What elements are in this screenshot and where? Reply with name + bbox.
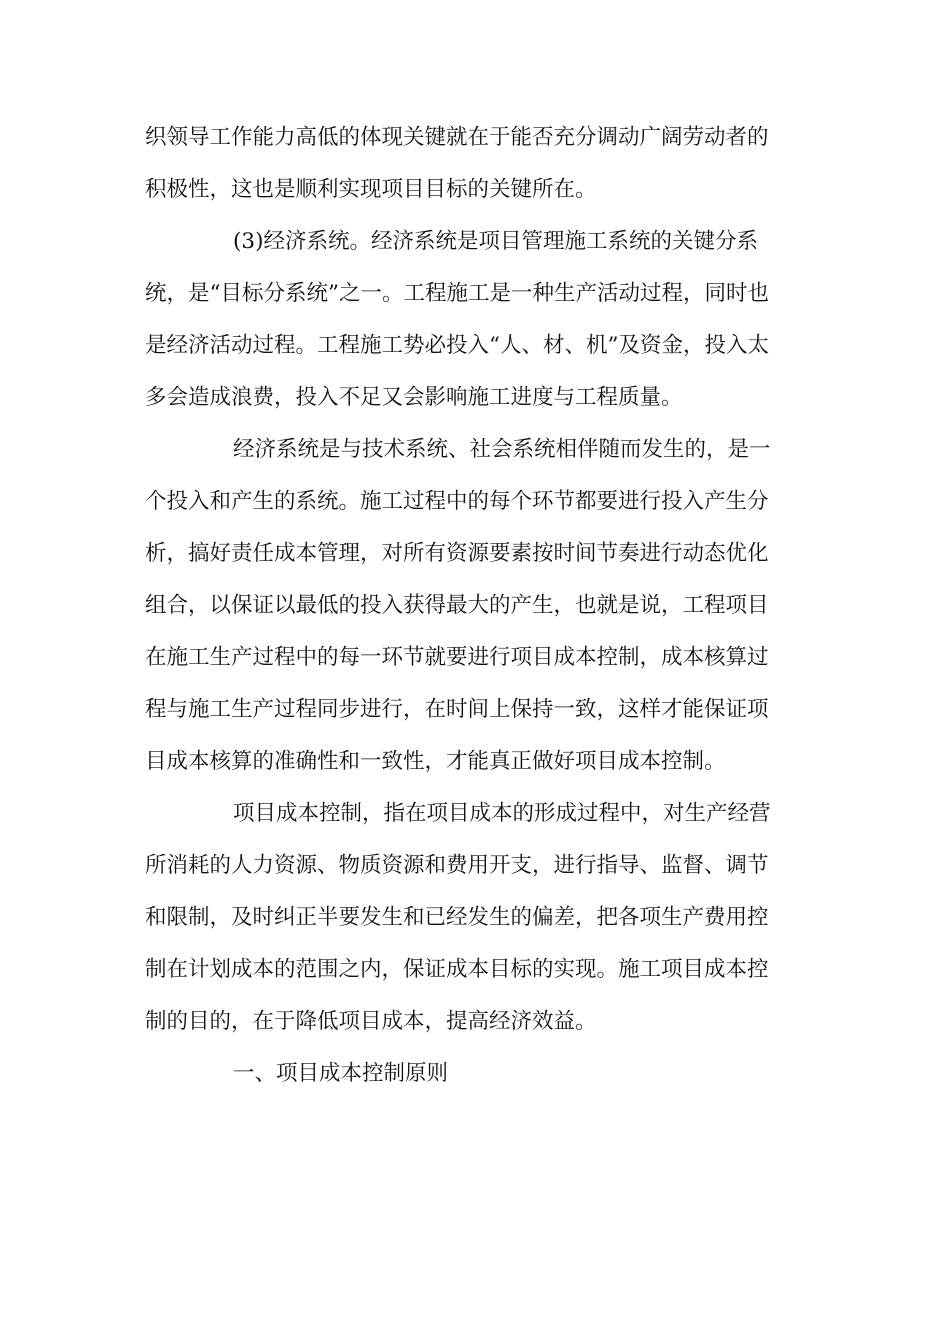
text-line: 制在计划成本的范围之内，保证成本目标的实现。施工项目成本控 [145, 957, 769, 982]
section-heading: 一、项目成本控制原则 [233, 1061, 449, 1086]
text-line: 和限制，及时纠正半要发生和已经发生的偏差，把各项生产费用控 [145, 905, 769, 930]
text-line: 目成本核算的准确性和一致性，才能真正做好项目成本控制。 [145, 749, 726, 774]
text-line: 多会造成浪费，投入不足又会影响施工进度与工程质量。 [145, 385, 683, 410]
text-line: 制的目的，在于降低项目成本，提高经济效益。 [145, 1009, 597, 1034]
text-line: 项目成本控制，指在项目成本的形成过程中，对生产经营 [233, 801, 771, 826]
text-line: 积极性，这也是顺利实现项目目标的关键所在。 [145, 177, 597, 202]
text-line: 程与施工生产过程同步进行，在时间上保持一致，这样才能保证项 [145, 697, 769, 722]
text-line: 所消耗的人力资源、物质资源和费用开支，进行指导、监督、调节 [145, 853, 769, 878]
text-line: 是经济活动过程。工程施工势必投入“人、材、机”及资金，投入太 [145, 333, 769, 358]
text-line: 织领导工作能力高低的体现关键就在于能否充分调动广阔劳动者的 [145, 125, 769, 150]
text-line: 经济系统是与技术系统、社会系统相伴随而发生的，是一 [233, 437, 771, 462]
text-line: 析，搞好责任成本管理，对所有资源要素按时间节奏进行动态优化 [145, 541, 769, 566]
text-line: (3)经济系统。经济系统是项目管理施工系统的关键分系 [233, 229, 758, 254]
text-line: 组合，以保证以最低的投入获得最大的产生，也就是说，工程项目 [145, 593, 769, 618]
text-line: 统，是“目标分系统”之一。工程施工是一种生产活动过程，同时也 [145, 281, 769, 306]
text-line: 个投入和产生的系统。施工过程中的每个环节都要进行投入产生分 [145, 489, 769, 514]
text-line: 在施工生产过程中的每一环节就要进行项目成本控制，成本核算过 [145, 645, 769, 670]
